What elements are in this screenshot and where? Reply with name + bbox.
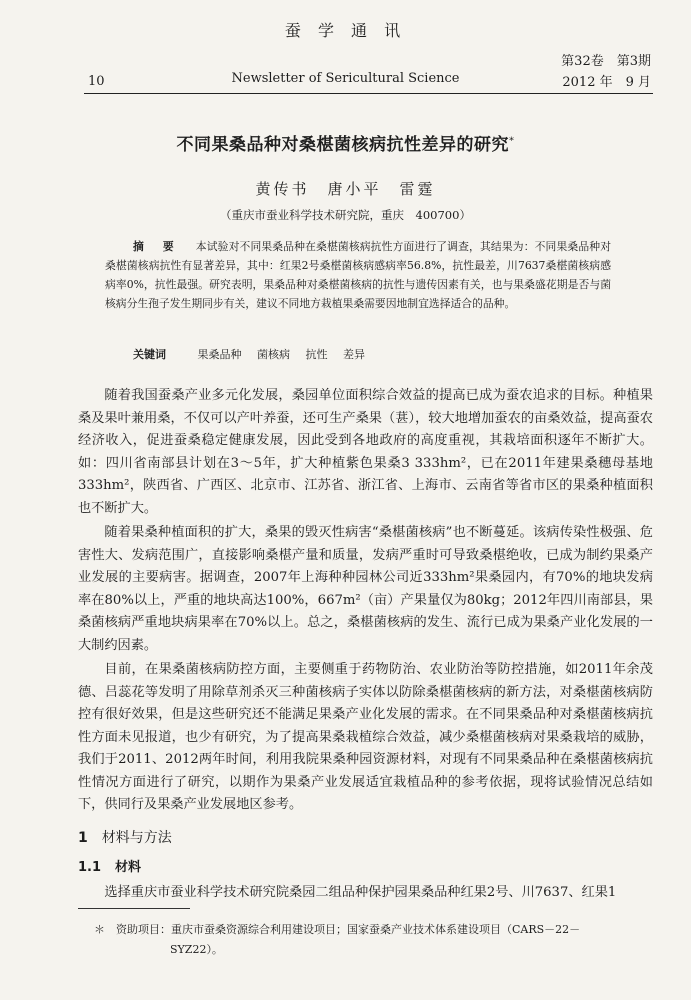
funding-footnote	[94, 920, 653, 960]
footnote-line: SYZ22）。	[170, 943, 223, 956]
article-title	[0, 130, 691, 155]
keyword-item: 菌核病	[257, 348, 290, 361]
body-paragraph: 随着我国蚕桑产业多元化发展，桑园单位面积综合效益的提高已成为蚕农追求的目标。种植果桑及果叶兼用桑，不仅可以产叶养蚕，还可生产桑果（葚），较大地增加蚕农的亩桑效益，提高蚕农经济收入，促进蚕桑稳定健康发展，因此受到各地政府的高度重视，其栽培面积逐年不断扩大。如：四川省南部县计划在3～5年，扩大种植紫色果桑3 333hm²，已在2011年建果桑穗母基地333hm²，陕西省、广西区、北京市、江苏省、浙江省、上海市、云南省等省市区的果桑种植面积也不断扩大。	[78, 388, 653, 516]
keywords-label: 关键词	[133, 348, 166, 361]
keyword-item: 差异	[343, 348, 365, 361]
footnote-rule	[78, 908, 190, 909]
article-title-text: 不同果桑品种对桑椹菌核病抗性差异的研究	[176, 135, 509, 155]
section-number: 1	[78, 829, 88, 846]
page-number: 10	[88, 74, 105, 89]
subsection-number: 1.1	[78, 860, 102, 875]
body-paragraph: 随着果桑种植面积的扩大，桑果的毁灭性病害“桑椹菌核病”也不断蔓延。该病传染性极强、危害性大、发病范围广，直接影响桑椹产量和质量，发病严重时可导致桑椹绝收，已成为制约果桑产业发展的主要病害。据调查，2007年上海种种园林公司近333hm²果桑园内，有70%的地块发病率在80%以上，严重的地块高达100%，667m²（亩）产果量仅为80kg；2012年四川南部县，果桑菌核病严重地块病果率在70%以上。总之，桑椹菌核病的发生、流行已成为果桑产业化发展的一大制约因素。	[78, 525, 653, 653]
subsection-title: 材料	[115, 860, 142, 875]
journal-title-cn: 蚕 学 通 讯	[284, 21, 407, 40]
section-title: 材料与方法	[101, 829, 172, 846]
subsection-heading	[78, 857, 653, 880]
publication-date: 2012 年 9 月	[562, 75, 651, 90]
materials-paragraph: 选择重庆市蚕业科学技术研究院桑园二组品种保护园果桑品种红果2号、川7637、红果1	[104, 884, 617, 900]
header-rule	[84, 93, 653, 94]
title-footnote-mark: *	[509, 135, 515, 147]
article-body	[78, 385, 653, 906]
abstract	[105, 237, 611, 313]
journal-title-en: Newsletter of Sericultural Science	[231, 71, 460, 86]
author-affiliation: （重庆市蚕业科学技术研究院，重庆 400700）	[220, 208, 471, 222]
keyword-item: 果桑品种	[197, 348, 242, 361]
abstract-text: 本试验对不同果桑品种在桑椹菌核病抗性方面进行了调查，其结果为：不同果桑品种对桑椹菌核病抗性有显著差异，其中：红果2号桑椹菌核病感病率56.8%，抗性最差，川7637桑椹菌核病感病率0%，抗性最强。研究表明，果桑品种对桑椹菌核病的抗性与遗传因素有关，也与果桑盛花期是否与菌核病分生孢子发生期同步有关，建议不同地方栽植果桑需要因地制宜选择适合的品种。	[105, 240, 612, 310]
section-heading	[78, 827, 653, 850]
article-authors: 黄传书 唐小平 雷霆	[255, 180, 436, 198]
body-paragraph: 目前，在果桑菌核病防控方面，主要侧重于药物防治、农业防治等防控措施，如2011年余茂德、吕蕊花等发明了用除草剂杀灭三种菌核病子实体以防除桑椹菌核病的新方法，对桑椹菌核病防控有很好效果，但是这些研究还不能满足果桑产业化发展的需求。在不同果桑品种对桑椹菌核病抗性方面未见报道，也少有研究，为了提高果桑栽植综合效益，减少桑椹菌核病对果桑栽培的威胁，我们于2011、2012两年时间，利用我院果桑种园资源材料，对现有不同果桑品种在桑椹菌核病抗性情况方面进行了研究，以期作为果桑产业发展适宜栽植品种的参考依据，现将试验情况总结如下，供同行及果桑产业发展地区参考。	[78, 662, 653, 812]
volume-issue: 第32卷 第3期	[561, 54, 651, 69]
abstract-label: 摘 要	[133, 240, 178, 253]
footnote-line: ＊ 资助项目：重庆市蚕桑资源综合利用建设项目；国家蚕桑产业技术体系建设项目（CARS－22－	[94, 923, 581, 936]
keywords	[133, 346, 377, 362]
keyword-item: 抗性	[305, 348, 328, 361]
